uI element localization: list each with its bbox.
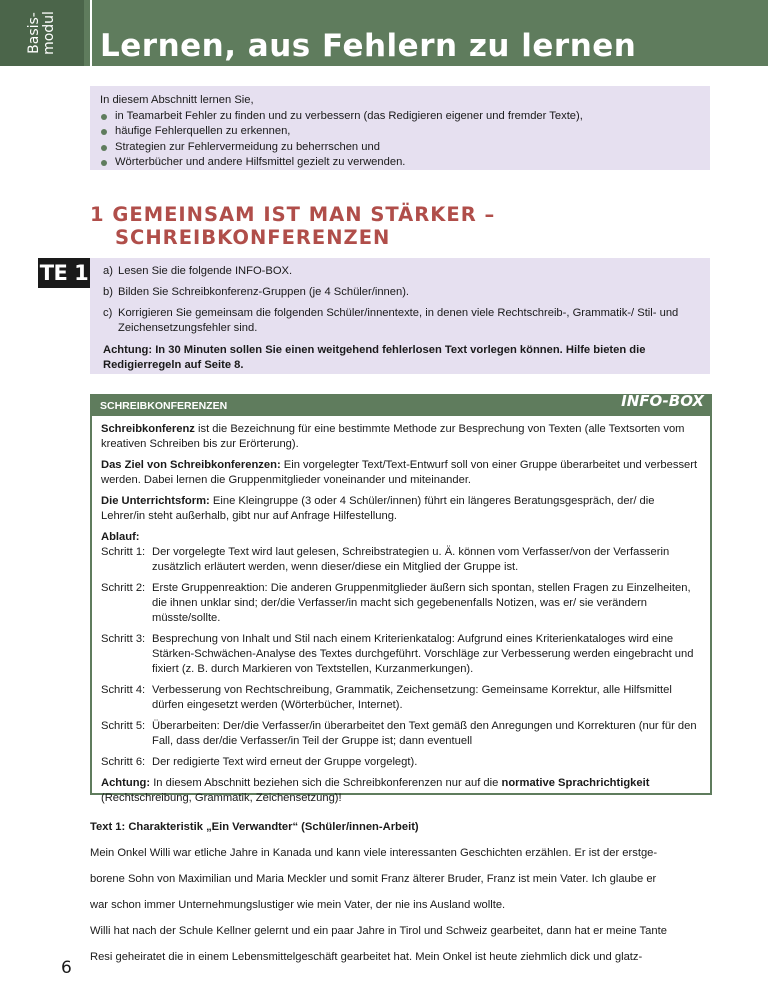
task-c xyxy=(103,306,697,336)
text-line: Mein Onkel Willi war etliche Jahre in Kanada und kann viele interessanten Geschichten erzählen. Er ist der erstge- xyxy=(90,847,658,859)
task-text: Lesen Sie die folgende INFO-BOX. xyxy=(118,265,293,277)
module-label xyxy=(27,11,57,55)
info-paragraph-form xyxy=(101,494,701,524)
task-text: Bilden Sie Schreibkonferenz-Gruppen (je 4 Schüler/innen). xyxy=(118,286,410,298)
term: Schreibkonferenz xyxy=(101,423,195,435)
student-text-heading: Text 1: Charakteristik „Ein Verwandter“ (Schüler/innen-Arbeit) xyxy=(90,821,419,833)
list-item: Strategien zur Fehlervermeidung zu beherrschen und xyxy=(100,140,700,156)
step-label: Schritt 4: xyxy=(101,684,146,696)
procedure-step xyxy=(101,755,701,770)
step-label: Schritt 2: xyxy=(101,582,146,594)
step-text: Besprechung von Inhalt und Stil nach einem Kriterienkatalog: Aufgrund eines Kriterienkataloges wird eine Stärken-Schwächen-Analyse des Textes durchgeführt. Vorschläge zur Verbesserung werden eingebracht und fixiert (z. B. durch Markieren von Textstellen, Kurzanmerkungen). xyxy=(152,633,694,675)
task-label: b) xyxy=(103,286,113,298)
text-line: borene Sohn von Maximilian und Maria Meckler und somit Franz älterer Bruder, Franz ist mein Vater. Ich glaube er xyxy=(90,873,657,885)
task-warning: Achtung: In 30 Minuten sollen Sie einen weitgehend fehlerlosen Text vorlegen können. Hilfe bieten die Redigierregeln auf Seite 8. xyxy=(103,344,646,371)
procedure-step xyxy=(101,581,701,626)
list-item: Wörterbücher und andere Hilfsmittel gezielt zu verwenden. xyxy=(100,155,700,171)
module-tab xyxy=(0,0,84,66)
step-label: Schritt 1: xyxy=(101,546,146,558)
step-text: Erste Gruppenreaktion: Die anderen Gruppenmitglieder äußern sich spontan, stellen Fragen zu Einzelheiten, die ihnen unklar sind; der/die Verfasser/in macht sich gegebenenfalls Notizen, was er/ sie verändern müsste/sollte. xyxy=(152,582,691,624)
procedure-step xyxy=(101,719,701,749)
info-box-header xyxy=(92,392,710,416)
list-item: in Teamarbeit Fehler zu finden und zu verbessern (das Redigieren eigener und fremder Texte), xyxy=(100,109,700,125)
step-text: Überarbeiten: Der/die Verfasser/in überarbeitet den Text gemäß den Anregungen und Korrekturen (nur für den Fall, dass der/die Verfasser/in Teil der Gruppe ist; dann eventuell xyxy=(152,720,697,747)
step-label: Schritt 6: xyxy=(101,756,146,768)
list-item: häufige Fehlerquellen zu erkennen, xyxy=(100,124,700,140)
procedure-heading: Ablauf: xyxy=(101,531,140,543)
page-title: Lernen, aus Fehlern zu lernen xyxy=(100,28,637,64)
term: Achtung: xyxy=(101,777,151,789)
procedure-step xyxy=(101,632,701,677)
learning-goals-lead: In diesem Abschnitt lernen Sie, xyxy=(100,94,254,106)
module-label-line2: modul xyxy=(41,11,57,55)
note-emphasis: normative Sprachrichtigkeit xyxy=(501,777,650,789)
info-note xyxy=(101,776,701,806)
task-box xyxy=(90,258,710,374)
task-b xyxy=(103,285,697,300)
section-title-line1: GEMEINSAM IST MAN STÄRKER – xyxy=(112,203,496,226)
step-text: Der vorgelegte Text wird laut gelesen, Schreibstrategien u. Ä. können vom Verfasser/von der Verfasserin zusätzlich erläutert werden, wenn dieser/diese ein Mitglied der Gruppe ist. xyxy=(152,546,670,573)
task-badge: TE 1 xyxy=(38,258,90,288)
task-text: Korrigieren Sie gemeinsam die folgenden Schüler/innentexte, in denen viele Rechtschreib-, Grammatik-/ Stil- und Zeichensetzungsfehler sind. xyxy=(118,307,679,334)
section-title-line2: SCHREIBKONFERENZEN xyxy=(115,226,391,249)
paragraph-text: ist die Bezeichnung für eine bestimmte Methode zur Besprechung von Texten (alle Textsorten vom kreativen Schreiben bis zur Erörterung). xyxy=(101,423,685,450)
info-box-badge: INFO-BOX xyxy=(621,392,704,410)
section-number: 1 xyxy=(90,203,105,226)
section-heading xyxy=(90,203,495,249)
text-line: Resi geheiratet die in einem Lebensmittelgeschäft gearbeitet hat. Mein Onkel ist heute ziehmlich dick und glatz- xyxy=(90,951,643,963)
info-box-label: SCHREIBKONFERENZEN xyxy=(100,400,228,412)
procedure-step xyxy=(101,683,701,713)
note-text: In diesem Abschnitt beziehen sich die Schreibkonferenzen nur auf die xyxy=(150,777,502,789)
info-paragraph-definition xyxy=(101,422,701,452)
info-box-body xyxy=(92,416,710,806)
step-text: Verbesserung von Rechtschreibung, Grammatik, Zeichensetzung: Gemeinsame Korrektur, alle Hilfsmittel dürfen eingesetzt werden (Wörterbücher, Internet). xyxy=(152,684,672,711)
step-label: Schritt 3: xyxy=(101,633,146,645)
student-text-1 xyxy=(90,816,710,970)
term: Die Unterrichtsform: xyxy=(101,495,210,507)
page-header xyxy=(0,0,768,66)
paragraph-text: Eine Kleingruppe (3 oder 4 Schüler/innen) führt ein längeres Beratungsgespräch, der/ die Lehrer/in steht außerhalb, gibt nur auf Anfrage Hilfestellung. xyxy=(101,495,655,522)
info-paragraph-goal xyxy=(101,458,701,488)
header-divider xyxy=(90,0,92,66)
info-box xyxy=(90,392,712,804)
learning-goals-list xyxy=(100,109,700,171)
learning-goals-box xyxy=(90,86,710,170)
text-line: Willi hat nach der Schule Kellner gelernt und ein paar Jahre in Tirol und Schweiz gearbeitet, dann hat er meine Tante xyxy=(90,925,667,937)
paragraph-text: Ein vorgelegter Text/Text-Entwurf soll von einer Gruppe überarbeitet und verbessert werden. Dabei lernen die Gruppenmitglieder voneinander und miteinander. xyxy=(101,459,698,486)
step-text: Der redigierte Text wird erneut der Gruppe vorgelegt). xyxy=(152,756,418,768)
task-label: a) xyxy=(103,265,113,277)
text-line: war schon immer Unternehmungslustiger wie mein Vater, der nie ins Ausland wollte. xyxy=(90,899,506,911)
step-label: Schritt 5: xyxy=(101,720,146,732)
procedure-step xyxy=(101,545,701,575)
page-number: 6 xyxy=(61,958,72,978)
term: Das Ziel von Schreibkonferenzen: xyxy=(101,459,281,471)
task-a xyxy=(103,264,697,279)
task-label: c) xyxy=(103,307,113,319)
note-end: (Rechtschreibung, Grammatik, Zeichensetzung)! xyxy=(101,792,342,804)
module-label-line1: Basis- xyxy=(26,12,42,54)
